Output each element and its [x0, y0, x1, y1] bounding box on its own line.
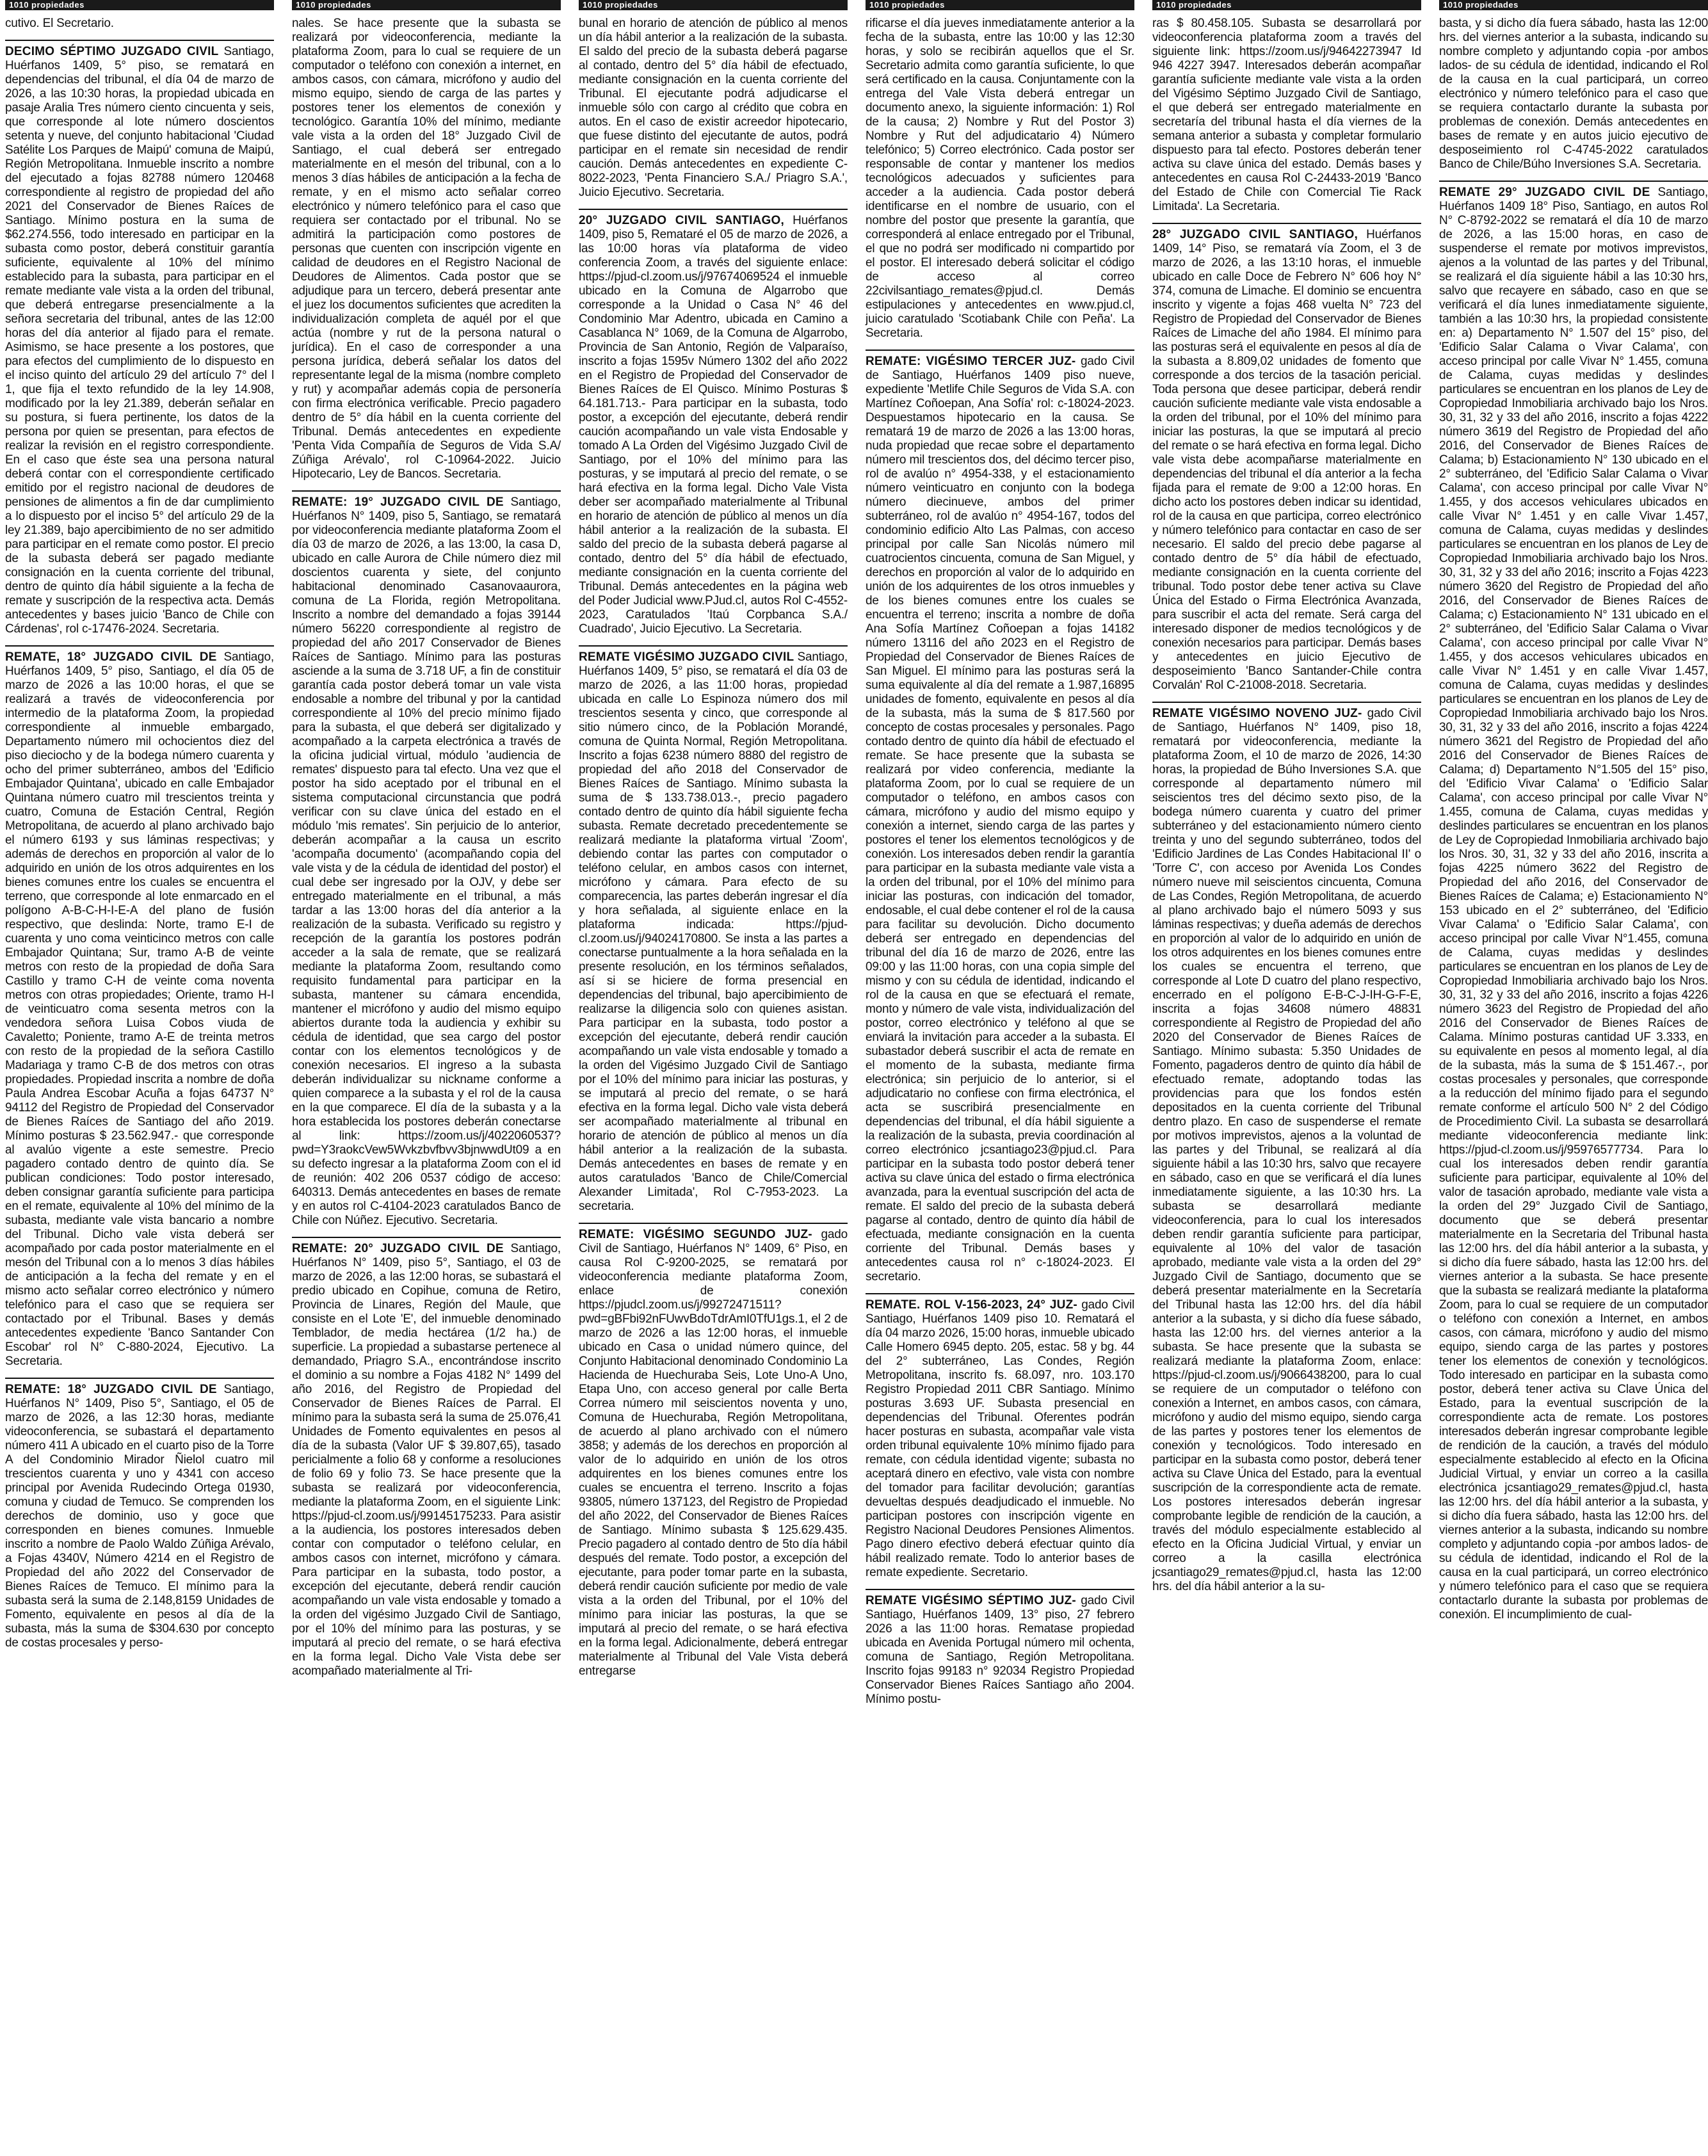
notice [866, 1589, 1134, 1707]
notice-heading: REMATE: VIGÉSIMO SEGUNDO JUZ- [579, 1228, 812, 1241]
notice-body: gado Civil Santiago, Huérfanos 1409, 13° piso, 27 febrero 2026 a las 11:00 horas. Rematase propiedad ubicada en Avenida Portugal número mil ochenta, comuna de Santiago, Región Metropolitana. Inscrito fojas 99183 n° 92034 Registro Propiedad Conservador Bienes Raíces Santiago año 2004. Mínimo postu- [866, 1594, 1134, 1706]
notice-body: Santiago, Huérfanos 1409 18° Piso, Santiago, en autos Rol N° C-8792-2022 se rematará el día 10 de marzo de 2026, a las 15:00 horas, en caso de suspenderse el remate por motivos imprevistos, ajenos a la voluntad de las partes y del Tribunal, se realizará el día siguiente hábil a las 10:30 hrs, salvo que recayere en sábado, caso en que se verificará el día lunes inmediatamente siguiente, también a las 10:30 hrs, la propiedad consistente en: a) Departamento N° 1.507 del 15° piso, del 'Edificio Salar Calama o Vivar Calama', con acceso principal por calle Vivar N° 1.455, comuna de Calama, cuyas medidas y deslindes particulares se encuentran en los planos de Ley de Copropiedad Inmobiliaria archivado bajo los Nros. 30, 31, 32 y 33 del año 2016, inscrito a fojas 4222 número 3619 del Registro de Propiedad del año 2016, del Conservador de Bienes Raíces de Calama; b) Estacionamiento N° 130 ubicado en el 2° subterráneo, del 'Edificio Salar Calama o Vivar Calama', con acceso principal por calle Vivar N° 1.455, y dos accesos vehiculares ubicados en calle Vivar N° 1.451 y en calle Vivar 1.457, comuna de Calama, cuyas medidas y deslindes particulares se encuentran en los planos de Ley de Copropiedad Inmobiliaria archivado bajo los Nros. 30, 31, 32 y 33 del año 2016; inscrito a Fojas 4223 número 3620 del Registro de Propiedad del año 2016, del Conservador de Bienes Raíces de Calama; c) Estacionamiento N° 131 ubicado en el 2° subterráneo, del 'Edificio Salar Calama o Vivar Calama', con acceso principal por calle Vivar N° 1.455, y dos accesos vehiculares ubicados en calle Vivar N° 1.451 y en calle Vivar 1.457, comuna de Calama, cuyas medidas y deslindes particulares se encuentran en los planos de Ley de Copropiedad Inmobiliaria archivado bajo los Nros. 30, 31, 32 y 33 del año 2016, inscrito a fojas 4224 número 3621 del Registro de Propiedad del año 2016 del Conservador de Bienes Raíces de Calama; d) Departamento N°1.505 del 15° piso, del 'Edificio Vivar Calama' o 'Edificio Salar Calama', con acceso principal por calle Vivar N° 1.455, comuna de Calama, cuyas medidas y deslindes particulares se encuentran en los planos de Ley de Copropiedad Inmobiliaria archivado bajo los Nros. 30, 31, 32 y 33 del año 2016, inscrita a fojas 4225 número 3622 del Registro de Propiedad del año 2016, del Conservador de Bienes Raíces de Calama; e) Estacionamiento N° 153 ubicado en el 2° subterráneo, del 'Edificio Vivar Calama' o 'Edificio Salar Calama', con acceso principal por calle Vivar N°1.455, comuna de Calama, cuyas medidas y deslindes particulares se encuentran en los planos de Ley de Copropiedad Inmobiliaria archivado bajo los Nros. 30, 31, 32 y 33 del año 2016, inscrito a fojas 4226 número 3623 del Registro de Propiedad del año 2016 del Conservador de Bienes Raíces de Calama. Mínimo posturas cantidad UF 3.333, en su equivalente en pesos al momento legal, al día de la subasta, más la suma de $ 151.467.-, por costas procesales y personales, que corresponde a la reducción del mínimo fijado para el segundo remate conforme el artículo 500 N° 2 del Código de Procedimiento Civil. La subasta se desarrollará mediante videoconferencia mediante link: https://pjud-cl.zoom.us/j/95976577734. Para lo cual los interesados deben rendir garantía suficiente para participar, equivalente al 10% del valor de tasación aprobado, mediante vale vista a la orden del 29° Juzgado Civil de Santiago, documento que se deberá presentar materialmente en la Secretaria del Tribunal hasta las 12:00 hrs. del día hábil anterior a la subasta, y si dicho día fuere sábado, hasta las 12:00 hrs. del viernes anterior a la subasta. Se hace presente que la subasta se realizará mediante la plataforma Zoom, para lo cual se requiere de un computador o teléfono con conexión a Internet, en ambos casos, con cámara, micrófono y audio del mismo equipo, siendo carga de las partes y postores tener los elementos de conexión y tecnológicos. Todo interesado en participar en la subasta como postor, deberá tener activa su Clave Única del Estado, para la eventual suscripción de la correspondiente acta de remate. Los postores interesados deberán ingresar comprobante legible de rendición de la caución, a través del módulo especialmente establecido al efecto en la Oficina Judicial Virtual, y enviar un correo a la casilla electrónica jcsantiago29_remates@pjud.cl, hasta las 12:00 hrs. del día hábil anterior a la subasta, y si dicho día fuera sábado, hasta las 12:00 hrs. del viernes anterior a la subasta, indicando su nombre completo y adjuntando copia -por ambos lados- de su cédula de identidad, indicando el Rol de la causa en la cual participará, un correo electrónico y número telefónico para el caso que se requiera contactarlo durante la subasta por problemas de conexión. El incumplimiento de cual- [1439, 186, 1708, 1621]
notice-body: Huérfanos 1409, 14° Piso, se rematará vía Zoom, el 3 de marzo de 2026, a las 13:10 horas, el inmueble ubicado en calle Doce de Febrero N° 606 hoy N° 374, comuna de Limache. El dominio se encuentra inscrito y vigente a fojas 468 vuelta N° 723 del Registro de Propiedad del Conservador de Bienes Raíces de Limache del año 1984. El mínimo para las posturas será el equivalente en pesos al día de la subasta a 8.809,02 unidades de fomento que corresponde a dos tercios de la tasación pericial. Toda persona que desee participar, deberá rendir caución suficiente mediante vale vista endosable a la orden del tribunal, por el 10% del mínimo para iniciar las posturas, la que se imputará al precio del remate o se hará efectiva en forma legal. Dicho vale vista debe acompañarse materialmente en dependencias del tribunal el día anterior a la fecha fijada para el remate de 9:00 a 12:00 horas. En dicho acto los postores deben indicar su identidad, rol de la causa en que participa, correo electrónico y número telefónico para contactar en caso de ser necesario. El saldo del precio debe pagarse al contado dentro de 5° día hábil de efectuado, mediante consignación en la cuenta corriente del tribunal. Todo postor debe tener activa su Clave Única del Estado o Firma Electrónica Avanzada, para suscribir el acta del remate. Será carga del interesado disponer de medios tecnológicos y de conexión necesarios para participar. Demás bases y antecedentes en juicio Ejecutivo de desposeimiento 'Banco Santander-Chile contra Corvalán' Rol C-21008-2018. Secretaria. [1152, 228, 1421, 692]
notice-body: Santiago, Huérfanos 1409, 5° piso, Santiago, el día 05 de marzo de 2026 a las 10:00 horas, el que se realizará a través de videoconferencia por intermedio de la plataforma Zoom, la propiedad correspondiente al inmueble embargado, Departamento número mil ochocientos diez del piso dieciocho y de la bodega número cuarenta y ocho del primer subterráneo, ambos del 'Edificio Embajador Quintana', ubicado en calle Embajador Quintana número cuatro mil trescientos treinta y cuatro, Comuna de Estación Central, Región Metropolitana, de acuerdo al plano archivado bajo el número 6193 y sus láminas respectivas; y además de derechos en proporción al valor de lo adquirido en unión de los otros adquirentes en los bienes comunes entre los cuales se encuentra el terreno, que corresponde al lote enmarcado en el polígono A-B-C-H-I-E-A del plano de fusión respectivo, que deslinda: Norte, tramo E-I de cuarenta y uno coma veinticinco metros con calle Embajador Quintana; Sur, tramo A-B de veinte metros con resto de la propiedad de doña Sara Castillo y tramo C-H de veinte coma noventa metros con otras propiedades; Oriente, tramo H-I de veinticuatro coma sesenta metros con la vendedora señora Luisa Cobos viuda de Cavaletto; Poniente, tramo A-E de treinta metros con resto de la propiedad de la señora Castillo Madariaga y tramo C-B de dos metros con otras propiedades. Propiedad inscrita a nombre de doña Paula Andrea Escobar Acuña a fojas 64737 N° 94112 del Registro de Propiedad del Conservador de Bienes Raíces de Santiago del año 2019. Mínimo posturas $ 23.562.947.- que corresponde al avalúo vigente a este semestre. Precio pagadero contado dentro de quinto día. Se publican condiciones: Todo postor interesado, deben consignar garantía suficiente para participa en el remate, equivalente al 10% del mínimo de la subasta, mediante vale vista bancario a nombre del Tribunal. Dicho vale vista deberá ser acompañado por cada postor materialmente en el mesón del Tribunal con a lo menos 3 días hábiles de anticipación a la fecha del remate y en el mismo acto señalar correo electrónico y número telefónico para el caso que se requiera ser contactado por el Tribunal. Bases y demás antecedentes expediente 'Banco Santander Con Escobar' rol N° C-880-2024, Ejecutivo. La Secretaria. [5, 650, 274, 1368]
notice [5, 645, 274, 1369]
notice-heading: REMATE VIGÉSIMO SÉPTIMO JUZ- [866, 1594, 1076, 1607]
notice-heading: REMATE VIGÉSIMO JUZGADO CIVIL [579, 650, 794, 664]
notice-continuation [866, 17, 1134, 341]
notice-body: Santiago, Huérfanos N° 1409, Piso 5°, Santiago, el 05 de marzo de 2026, a las 12:30 horas, mediante videoconferencia, se subastará el departamento número 411 A ubicado en el cuarto piso de la Torre A del Condominio Mirador Ñielol cuatro mil trescientos cuarenta y uno y 4341 con acceso principal por Avenida Rudecindo Ortega 01930, comuna y ciudad de Temuco. Se comprenden los derechos de dominio, uso y goce que corresponden en bienes comunes. Inmueble inscrito a nombre de Paolo Waldo Zúñiga Arévalo, a Fojas 4340V, Número 4214 en el Registro de Propiedad del año 2022 del Conservador de Bienes Raíces de Temuco. El mínimo para la subasta será la suma de 2.148,8159 Unidades de Fomento, equivalente en pesos al día de la subasta, más la suma de $304.630 por concepto de costas procesales y perso- [5, 1383, 274, 1650]
notice [292, 490, 561, 1228]
notice-body: bunal en horario de atención de público al menos un día hábil anterior a la realización de la subasta. El saldo del precio de la subasta deberá pagarse al contado, dentro del 5° día hábil de efectuado, mediante consignación en la cuenta corriente del Tribunal. El ejecutante podrá adjudicarse el inmueble sólo con cargo al crédito que cobra en autos. En el caso de existir acreedor hipotecario, que fuese distinto del ejecutante de autos, podrá participar en el remate sin necesidad de rendir caución. Demás antecedentes en expediente C-8022-2023, 'Penta Financiero S.A./ Priagro S.A.', Juicio Ejecutivo. Secretaria. [579, 17, 848, 199]
notice [866, 350, 1134, 1284]
column-header: 1010 propiedades [292, 0, 561, 10]
notice [579, 1223, 848, 1678]
notice-body: basta, y si dicho día fuera sábado, hasta las 12:00 hrs. del viernes anterior a la subasta, indicando su nombre completo y adjuntando copia -por ambos lados- de su cédula de identidad, indicando el Rol de la causa en la cual participará, un correo electrónico y número telefónico para el caso que se requiera contactarlo durante la subasta por problemas de conexión. Demás antecedentes en bases de remate y en autos juicio ejecutivo de desposeimiento rol C-4745-2022 caratulados Banco de Chile/Búho Inversiones S.A. Secretaria. [1439, 17, 1708, 171]
notice-continuation [1439, 17, 1708, 172]
notice-heading: REMATE. ROL V-156-2023, 24° JUZ- [866, 1298, 1077, 1312]
notice-heading: REMATE VIGÉSIMO NOVENO JUZ- [1152, 707, 1362, 720]
notice-heading: 28° JUZGADO CIVIL SANTIAGO, [1152, 228, 1358, 241]
notice-body: Santiago, Huérfanos N° 1409, piso 5°, Santiago, el 03 de marzo de 2026, a las 12:00 horas, se subastará el predio ubicado en Copihue, comuna de Retiro, Provincia de Linares, Región del Maule, que consiste en el Lote 'E', del inmueble denominado Temblador, de media hectárea (1/2 ha.) de superficie. La propiedad a subastarse pertenece al demandado, Priagro S.A., encontrándose inscrito el dominio a su nombre a Fojas 4182 N° 1499 del año 2016, del Registro de Propiedad del Conservador de Bienes Raíces de Parral. El mínimo para la subasta será la suma de 25.076,41 Unidades de Fomento equivalentes en pesos al día de la subasta (Valor UF $ 39.807,65), tasado pericialmente a folio 68 y conforme a resoluciones de folio 69 y folio 73. Se hace presente que la subasta se realizará por videoconferencia, mediante la plataforma Zoom, en el siguiente Link: https://pjud-cl.zoom.us/j/99145175233. Para asistir a la audiencia, los postores interesados deben contar con computador o teléfono celular, en ambos casos con internet, micrófono y cámara. Para participar en la subasta, todo postor, a excepción del ejecutante, deberá rendir caución acompañando un vale vista endosable y tomado a la orden del vigésimo Juzgado Civil de Santiago, por el 10% del mínimo para las posturas, y se imputará al precio del remate, o se hará efectiva en la forma legal. Dicho Vale Vista debe ser acompañado materialmente al Tri- [292, 1242, 561, 1678]
notice-body: gado Civil de Santiago, Huérfanos 1409 piso nueve, expediente 'Metlife Chile Seguros de Vida S.A. con Martínez Coñoepan, Ana Sofía' rol: c-18024-2023. Despuestamos hipotecario en la causa. Se rematará 19 de marzo de 2026 a las 13:00 horas, nuda propiedad que recae sobre el departamento número mil trescientos dos, del décimo tercer piso, rol de avalúo n° 4954-338, y el estacionamiento número veinticuatro en conjunto con la bodega número diecinueve, ambos del primer subterráneo, rol de avalúo n° 4954-167, todos del condominio edificio Alto Las Palmas, con acceso principal por calle San Nicolás número mil cuatrocientos cincuenta, comuna de San Miguel, y derechos en proporción al valor de lo adquirido en unión de los adquirentes de los otros inmuebles y de los bienes comunes entre los cuales se encuentra el terreno; inscrita a nombre de doña Ana Sofía Martínez Coñoepan a fojas 14182 número 13116 del año 2023 en el Registro de Propiedad del Conservador de Bienes Raíces de San Miguel. El mínimo para las posturas será la suma equivalente al día del remate a 1.987,16895 unidades de fomento, equivalente en pesos al día de la subasta, más la suma de $ 817.560 por concepto de costas procesales y personales. Pago contado dentro de quinto día hábil de efectuado el remate. Se hace presente que la subasta se realizará por video conferencia, mediante la plataforma Zoom, por lo cual se requiere de un computador o teléfono, en ambos casos con cámara, micrófono y audio del mismo equipo y conexión a internet, siendo carga de las partes y postores el tener los elementos tecnológicos y de conexión. Los interesados deben rendir la garantía para participar en la subasta mediante vale vista a la orden del tribunal, por el 10% del mínimo para iniciar las posturas, con indicación del tomador, endosable, el cual debe contener el rol de la causa para facilitar su devolución. Dicho documento deberá ser entregado en dependencias del tribunal del día 16 de marzo de 2026, entre las 09:00 y las 11:00 horas, con una copia simple del mismo y con su cédula de identidad, indicando el rol de la causa en que se efectuará el remate, monto y número de vale vista, individualización del postor, correo electrónico y teléfono al que se enviará la invitación para acceder a la subasta. El subastador deberá suscribir el acta de remate en el momento de la subasta, mediante firma electrónica; sin perjuicio de lo anterior, si el adjudicatario no confiese con firma electrónica, el acta se suscribirá presencialmente en dependencias del tribunal, el día hábil siguiente a la realización de la subasta, previa coordinación al correo electrónico jcsantiago23@pjud.cl. Para participar en la subasta todo postor deberá tener activa su clave única del estado o firma electrónica avanzada, para la eventual suscripción del acta de remate. El saldo del precio de la subasta deberá pagarse al contado, dentro de quinto día hábil de efectuada, mediante consignación en la cuenta corriente del Tribunal. Demás bases y antecedentes causa rol n° c-18024-2023. El secretario. [866, 355, 1134, 1283]
column-2 [292, 0, 561, 2156]
notice [866, 1293, 1134, 1580]
notice [292, 1237, 561, 1678]
notice-body: cutivo. El Secretario. [5, 17, 114, 30]
notice-body: rificarse el día jueves inmediatamente anterior a la fecha de la subasta, entre las 10:00 y las 12:30 horas, y solo se recibirán aquellos que el Sr. Secretario admita como garantía suficiente, lo que será certificado en la causa. Conjuntamente con la entrega del Vale Vista deberá entregar un documento anexo, la siguiente información: 1) Rol de la causa; 2) Nombre y Rut del Postor 3) Nombre y Rut del adjudicatario 4) Número telefónico; 5) Correo electrónico. Cada postor ser responsable de contar y mantener los medios tecnológicos adecuados y suficientes para acceder a la audiencia. Cada postor deberá identificarse en el nombre de usuario, con el nombre del postor que presente la garantía, que corresponderá al enlace entregado por el Tribunal, el que no podrá ser modificado ni compartido por el postor. El interesado deberá solicitar el código de acceso al correo 22civilsantiago_remates@pjud.cl. Demás estipulaciones y antecedentes en www.pjud.cl, juicio caratulado 'Scotiabank Chile con Peña'. La Secretaria. [866, 17, 1134, 340]
column-header: 1010 propiedades [579, 0, 848, 10]
notice-body: Santiago, Huérfanos N° 1409, piso 5, Santiago, se rematará por videoconferencia mediante plataforma Zoom el día 03 de marzo de 2026, a las 13:00, la casa D, ubicado en calle Aurora de Chile número diez mil doscientos cuarenta y siete, del conjunto habitacional denominado Casanovaaurora, comuna de La Florida, región Metropolitana. Inscrito a nombre del demandado a fojas 39144 número 56220 correspondiente al registro de propiedad del año 2017 Conservador de Bienes Raíces de Santiago. Mínimo para las posturas asciende a la suma de 3.718 UF, a fin de constituir garantía cada postor deberá tomar un vale vista endosable a nombre del tribunal y por la cantidad correspondiente al 10% del precio mínimo fijado para la subasta, el que deberá ser digitalizado y acompañado a la carpeta electrónica a través de la oficina judicial virtual, módulo 'audiencia de remates' dispuesto para tal efecto. Una vez que el postor ha sido aceptado por el tribunal en el sistema computacional circunstancia que podrá verificar con su clave única del estado en el módulo 'mis remates'. Sin perjuicio de lo anterior, deberán acompañar a la causa un escrito 'acompaña documento' (acompañando copia del vale vista y de la cédula de identidad del postor) el cual debe ser ingresado por la OJV, y debe ser entregado materialmente en el tribunal, a más tardar a las 13:00 horas del día anterior a la realización de la subasta. Verificado su registro y recepción de la garantía los postores podrán acceder a la sala de remate, que se realizará mediante la plataforma Zoom, resultando como requisito fundamental para participar en la subasta, mantener su cámara encendida, mantener el micrófono y audio del mismo equipo abiertos durante toda la audiencia y exhibir su cédula de identidad, que sea cargo del postor contar con los elementos tecnológicos y de conexión necesarios. El ingreso a la subasta deberán individualizar su nickname conforme a quien comparece a la subasta y el rol de la causa en la que comparece. El día de la subasta y a la hora establecida los postores deberán conectarse al link: https://zoom.us/j/4022060537?pwd=Y3raokcVew5Wvkzbvfbvv3bjnwwdUt09 a en su defecto ingresar a la plataforma Zoom con el id de reunión: 402 206 0537 código de acceso: 640313. Demás antecedentes en bases de remate y en autos rol C-4104-2023 caratulados Banco de Chile con Núñez. Ejecutivo. Secretaria. [292, 495, 561, 1227]
column-4 [866, 0, 1134, 2156]
notice-body: Huérfanos 1409, piso 5, Remataré el 05 de marzo de 2026, a las 10:00 horas vía plataforma de video conferencia Zoom, a través del siguiente enlace: https://pjud-cl.zoom.us/j/97674069524 el inmueble ubicado en la Comuna de Algarrobo que corresponde a la Unidad o Casa N° 46 del Condominio Mar Adentro, ubicada en Camino a Casablanca N° 1069, de la Comuna de Algarrobo, Provincia de San Antonio, Región de Valparaíso, inscrito a fojas 1595v Número 1302 del año 2022 en el Registro de Propiedad del Conservador de Bienes Raíces de El Quisco. Mínimo Posturas $ 64.181.713.- Para participar en la subasta, todo postor, a excepción del ejecutante, deberá rendir caución acompañando un vale vista Endosable y tomado A La Orden del Vigésimo Juzgado Civil de Santiago, por el 10% del mínimo para las posturas, y se imputará al precio del remate, o se hará efectiva en la forma legal. Dicho Vale Vista deber ser acompañado materialmente al Tribunal en horario de atención de público al menos un día hábil anterior a la realización de la subasta. El saldo del precio de la subasta deberá pagarse al contado, dentro del 5° día hábil de efectuado, mediante consignación en la cuenta corriente del Tribunal. Demás antecedentes en la página web del Poder Judicial www.PJud.cl, autos Rol C-4552-2023, Caratulados 'Itaú Corpbanca S.A./ Cuadrado', Juicio Ejecutivo. La Secretaria. [579, 214, 848, 636]
notice-body: gado Civil de Santiago, Huérfanos N° 1409, 6° Piso, en causa Rol C-9200-2025, se rematará por videoconferencia mediante plataforma Zoom, enlace de conexión https://pjudcl.zoom.us/j/99272471511? pwd=gBFbi92nFUwvBdoTdrAmI0TfU1gs.1, el 2 de marzo de 2026 a las 12:00 horas, el inmueble ubicado en Casa o unidad número quince, del Conjunto Habitacional denominado Condominio La Hacienda de Huechuraba Seis, Lote Uno-A Uno, Etapa Uno, con acceso general por calle Berta Correa número mil seiscientos noventa y uno, Comuna de Huechuraba, Región Metropolitana, de acuerdo al plano archivado con el número 3858; y además de los derechos en proporción al valor de lo adquirido en unión de los otros adquirentes en los bienes comunes entre los cuales se encuentra el terreno. Inscrito a fojas 93805, número 137123, del Registro de Propiedad del año 2022, del Conservador de Bienes Raíces de Santiago. Mínimo subasta $ 125.629.435. Precio pagadero al contado dentro de 5to día hábil después del remate. Todo postor, a excepción del ejecutante, para poder tomar parte en la subasta, deberá rendir caución suficiente por medio de vale vista a la orden del Tribunal, por el 10% del mínimo para iniciar las posturas, la que se imputará al precio del remate, o se hará efectiva en la forma legal. Adicionalmente, deberá entregar materialmente al Tribunal del Vale Vista deberá entregarse [579, 1228, 848, 1678]
notice [1152, 223, 1421, 693]
notice [5, 1378, 274, 1650]
notice-continuation [292, 17, 561, 481]
column-header: 1010 propiedades [5, 0, 274, 10]
column-header: 1010 propiedades [866, 0, 1134, 10]
notice-heading: 20° JUZGADO CIVIL SANTIAGO, [579, 214, 784, 227]
notice-continuation [579, 17, 848, 200]
notice [1439, 181, 1708, 1622]
notice-body: nales. Se hace presente que la subasta se realizará por videoconferencia, mediante la plataforma Zoom, para lo cual se requiere de un computador o teléfono con conexión a internet, en ambos casos, con cámara, micrófono y audio del mismo equipo, siendo de carga de las partes y postores tener los elementos de conexión y tecnológico. Garantía 10% del mínimo, mediante vale vista a la orden del 18° Juzgado Civil de Santiago, el cual deberá ser entregado materialmente en el mesón del tribunal, con a lo menos 3 días hábiles de anticipación a la fecha de remate, y en el mismo acto señalar correo electrónico y número telefónico para el caso que requiera ser contactado por el tribunal. No se admitirá la participación como postores de personas que cuenten con inscripción vigente en calidad de deudores en el Registro Nacional de Deudores de Alimentos. Cada postor que se adjudique para un tercero, deberá presentar ante el juez los documentos suficientes que acrediten la individualización completa de aquél por el que actúa (nombre y rut de la persona natural o jurídica). En el caso de corresponder a una persona jurídica, deberá señalar los datos del representante legal de la misma (nombre completo y rut) y acompañar además copia de personería con firma electrónica verificable. Precio pagadero dentro de 5° día hábil en la cuenta corriente del Tribunal. Demás antecedentes en expediente 'Penta Vida Compañía de Seguros de Vida S.A/ Zúñiga Arévalo', rol C-10964-2022. Juicio Hipotecario, Ley de Bancos. Secretaria. [292, 17, 561, 481]
notice-body: ras $ 80.458.105. Subasta se desarrollará por videoconferencia plataforma zoom a través del siguiente link: https://zoom.us/j/94642273947 Id 946 4227 3947. Interesados deberán acompañar garantía suficiente mediante vale vista a la orden del Vigésimo Séptimo Juzgado Civil de Santiago, el que deberá ser entregado materialmente en secretaría del tribunal hasta el día viernes de la semana anterior a subasta y completar formulario dispuesto para tal efecto. Postores deberán tener activa su clave única del estado. Demás bases y antecedentes en causa Rol C-24433-2019 'Banco del Estado de Chile con Comercial Tie Rack Limitada'. La Secretaria. [1152, 17, 1421, 213]
column-6 [1439, 0, 1708, 2156]
column-header: 1010 propiedades [1152, 0, 1421, 10]
notice-heading: REMATE: 18° JUZGADO CIVIL DE [5, 1383, 217, 1396]
notice-heading: REMATE: 20° JUZGADO CIVIL DE [292, 1242, 504, 1255]
notice-body: Santiago, Huérfanos 1409, 5° piso, se rematará en dependencias del tribunal, el día 04 de marzo de 2026, a las 10:30 horas, la propiedad ubicada en pasaje Aralia Tres número ciento cincuenta y seis, que corresponde al lote número doscientos setenta y nueve, del conjunto habitacional 'Ciudad Satélite Los Parques de Maipú' comuna de Maipú, Región Metropolitana. Inmueble inscrito a nombre del ejecutado a fojas 82788 número 120468 correspondiente al registro de propiedad del año 2021 del Conservador de Bienes Raíces de Santiago. Mínimo postura en la suma de $62.274.556, todo interesado en participar en la subasta como postor, deberá constituir garantía suficiente, equivalente al 10% del mínimo establecido para la subasta, para participar en el remate mediante vale vista a la orden del tribunal, que deberá entregarse presencialmente a la señora secretaria del tribunal, antes de las 12:00 horas del día anterior al fijado para el remate. Asimismo, se hace presente a los postores, que para efectos del cumplimiento de lo dispuesto en el inciso quinto del artículo 29 del artículo 7° del l 1, que fija el texto refundido de la ley 14.908, modificado por la ley 21.389, deberán señalar en su postura, si fuera pertinente, los datos de la persona por quien se presentan, para efectos de realizar la revisión en el registro correspondiente. En el caso que éste sea una persona natural deberá contar con el correspondiente certificado emitido por el registro nacional de deudores de pensiones de alimentos a fin de dar cumplimiento a lo dispuesto por el inciso 5° del artículo 29 de la ley 21.389, bajo apercibimiento de no ser admitido para participar en el remate como postor. El precio de la subasta deberá ser pagado mediante consignación en la cuenta corriente del tribunal, dentro de quinto día hábil siguiente a la fecha de remate y suscripción de la respectiva acta. Demás antecedentes y bases juicio 'Banco de Chile con Cárdenas', rol c-17476-2024. Secretaria. [5, 45, 274, 636]
notice-heading: REMATE: VIGÉSIMO TERCER JUZ- [866, 355, 1076, 368]
notice-continuation [5, 17, 274, 31]
notice-body: gado Civil Santiago, Huérfanos 1409 piso 10. Rematará el día 04 marzo 2026, 15:00 horas, inmueble ubicado Calle Homero 6945 depto. 205, estac. 58 y bg. 44 del 2° subterráneo, Las Condes, Región Metropolitana, inscrito fs. 68.097, nro. 103.170 Registro Propiedad 2011 CBR Santiago. Mínimo posturas 3.693 UF. Subasta presencial en dependencias del Tribunal. Oferentes podrán hacer posturas en subasta, acompañar vale vista orden tribunal equivalente 10% mínimo fijado para remate, con cédula identidad vigente; subasta no aceptará dinero en efectivo, vale vista con nombre del tomador para facilitar devolución; garantías devueltas después deadjudicado el inmueble. No participan postores con inscripción vigente en Registro Nacional Deudores Pensiones Alimentos. Pago dinero efectivo deberá efectuar quinto día hábil realizado remate. Todo lo anterior bases de remate expediente. Secretario. [866, 1298, 1134, 1579]
notice-continuation [1152, 17, 1421, 214]
notice [579, 209, 848, 636]
notice-heading: DECIMO SÉPTIMO JUZGADO CIVIL [5, 45, 219, 58]
column-header: 1010 propiedades [1439, 0, 1708, 10]
notice-heading: REMATE: 19° JUZGADO CIVIL DE [292, 495, 504, 509]
notice [5, 40, 274, 636]
notice-heading: REMATE 29° JUZGADO CIVIL DE [1439, 186, 1650, 199]
column-3 [579, 0, 848, 2156]
notice-heading: REMATE, 18° JUZGADO CIVIL DE [5, 650, 217, 664]
column-5 [1152, 0, 1421, 2156]
notice-body: Santiago, Huérfanos 1409, 5° piso, se rematará el día 03 de marzo de 2026, a las 11:00 horas, propiedad ubicada en calle Lo Espinoza número dos mil trescientos sesenta y cinco, que corresponde al sitio número cinco, de la Población Morandé, comuna de Quinta Normal, Región Metropolitana. Inscrito a fojas 6238 número 8880 del registro de propiedad del año 2018 del Conservador de Bienes Raíces de Santiago. Mínimo subasta la suma de $ 133.738.013.-, precio pagadero contado dentro de quinto día hábil siguiente fecha subasta. Remate decretado precedentemente se realizará mediante la plataforma virtual 'Zoom', debiendo contar las partes con computador o teléfono celular, en ambos casos con internet, micrófono y cámara. Para efecto de su comparecencia, las partes deberán ingresar el día y hora señalada, al siguiente enlace en la plataforma indicada: https://pjud-cl.zoom.us/j/94024170800. Se insta a las partes a conectarse puntualmente a la hora señalada en la presente resolución, en los términos señalados, así si se hiciere de forma presencial en dependencias del tribunal, bajo apercibimiento de realizarse la diligencia solo con quienes asistan. Para participar en la subasta, todo postor a excepción del ejecutante, deberá rendir caución acompañando un vale vista endosable y tomado a la orden del Vigésimo Juzgado Civil de Santiago por el 10% del mínimo para iniciar las posturas, y se imputará al precio del remate, o se hará efectiva en la forma legal. Dicho vale vista deberá ser acompañado materialmente al tribunal en horario de atención de público al menos un día hábil anterior a la realización de la subasta. Demás antecedentes en bases de remate y en autos caratulados 'Banco de Chile/Comercial Alexander Limitada', Rol C-7953-2023. La secretaria. [579, 650, 848, 1213]
column-1 [5, 0, 274, 2156]
notice-body: gado Civil de Santiago, Huérfanos N° 1409, piso 18, rematará por videoconferencia, mediante la plataforma Zoom, el 10 de marzo de 2026, 14:30 horas, la propiedad de Búho Inversiones S.A. que corresponde al departamento número mil seiscientos tres del décimo sexto piso, de la bodega número cuarenta y cuatro del primer subterráneo y del estacionamiento número ciento treinta y uno del segundo subterráneo, todos del 'Edificio Jardines de Las Condes Habitacional II' o 'Torre C', con acceso por Avenida Los Condes número nueve mil seiscientos cincuenta, Comuna de Las Condes, Región Metropolitana, de acuerdo al plano archivado bajo el número 5093 y sus láminas respectivas; y dueña además de derechos en proporción al valor de lo adquirido en unión de los otros adquirentes en los bienes comunes entre los cuales se encuentra el terreno, que corresponde al Lote D cuatro del plano respectivo, encerrado en el polígono E-B-C-J-IH-G-F-E, inscrita a fojas 34608 número 48831 correspondiente al Registro de Propiedad del año 2020 del Conservador de Bienes Raíces de Santiago. Mínimo subasta: 5.350 Unidades de Fomento, pagaderos dentro de quinto día hábil de efectuado remate, adoptando todas las providencias para que los fondos estén depositados en la cuenta corriente del Tribunal dentro plazo. En caso de suspenderse el remate por motivos imprevistos, ajenos a la voluntad de las partes y del Tribunal, se realizará al día siguiente hábil a las 10:30 hrs, salvo que recayere en sábado, caso en que se verificará el día lunes inmediatamente siguiente, a las 10:30 hrs. La subasta se desarrollará mediante videoconferencia, para lo cual los interesados deben rendir garantía suficiente para participar, equivalente al 10% del valor de tasación aprobado, mediante vale vista a la orden del 29° Juzgado Civil de Santiago, documento que se deberá presentar materialmente en la Secretaría del Tribunal hasta las 12:00 hrs. del día hábil anterior a la subasta, y si dicho día fuese sábado, hasta las 12:00 hrs. del viernes anterior a la subasta. Se hace presente que la subasta se realizará mediante la plataforma Zoom, enlace: https://pjud-cl.zoom.us/j/9066438200, para lo cual se requiere de un computador o teléfono con conexión a Internet, en ambos casos, con cámara, micrófono y audio del mismo equipo, siendo carga de las partes y postores tener los elementos de conexión y tecnológicos. Todo interesado en participar en la subasta como postor, deberá tener activa su Clave Única del Estado, para la eventual suscripción de la correspondiente acta de remate. Los postores interesados deberán ingresar comprobante legible de rendición de la caución, a través del módulo especialmente establecido al efecto en la Oficina Judicial Virtual, y enviar un correo a la casilla electrónica jcsantiago29_remates@pjud.cl, hasta las 12:00 hrs. del día hábil anterior a la su- [1152, 707, 1421, 1593]
notice [579, 645, 848, 1214]
notice [1152, 702, 1421, 1594]
